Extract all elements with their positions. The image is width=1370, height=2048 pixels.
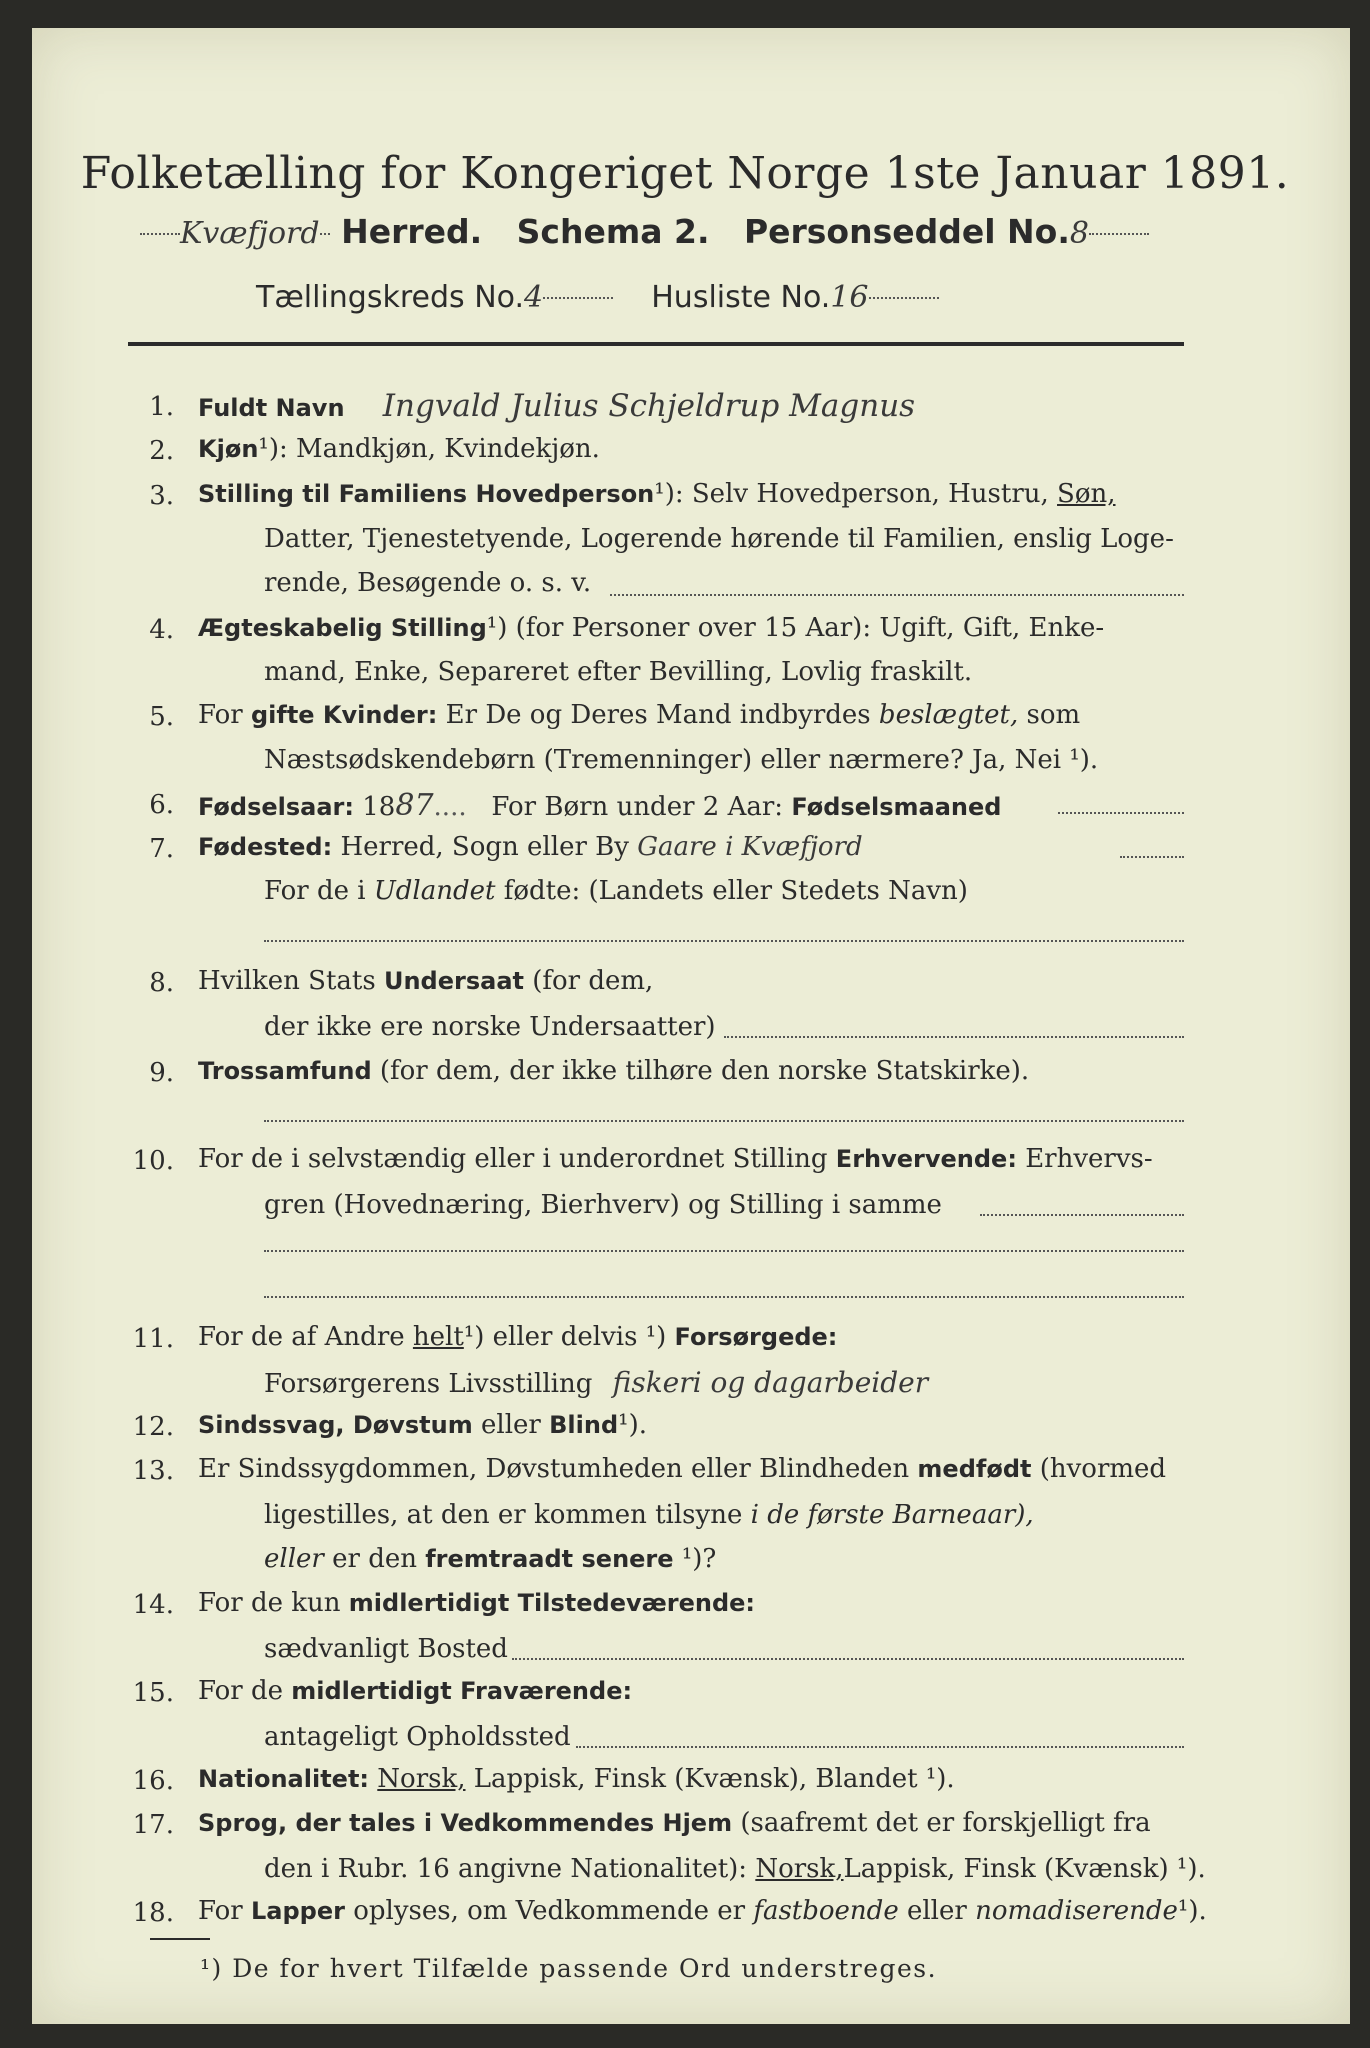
item-number: 13. — [132, 1456, 174, 1486]
personseddel-label: Personseddel No. — [743, 212, 1070, 251]
dotted-line — [980, 1214, 1184, 1216]
item-text-line — [264, 876, 968, 906]
item-text: ¹). — [1177, 1896, 1207, 1926]
form-title: Folketælling for Kongeriget Norge 1ste Januar 1891. — [80, 148, 1290, 199]
item-text: ¹) (for Personer over 15 Aar): Ugift, Gift, Enke- — [486, 613, 1105, 643]
underlined-answer: Norsk, — [377, 1764, 466, 1794]
italic-text: nomadiserende — [975, 1896, 1178, 1926]
item-text-line: mand, Enke, Separeret efter Bevilling, Lovlig fraskilt. — [264, 657, 973, 687]
item-label: Stilling til Familiens Hovedperson — [198, 480, 655, 508]
item-label: Fødested: — [198, 833, 333, 861]
item-sprog — [198, 1808, 1151, 1838]
dotted-line — [320, 233, 330, 235]
item-label: Undersaat — [383, 967, 524, 995]
husliste-label: Husliste No. — [651, 280, 831, 315]
item-text: Lappisk, Finsk (Kvænsk), Blandet ¹). — [473, 1764, 955, 1794]
footnote: ¹) De for hvert Tilfælde passende Ord understreges. — [200, 1954, 938, 1983]
underlined-answer: helt — [412, 1322, 464, 1352]
dotted-line — [140, 233, 180, 235]
item-undersaat — [198, 966, 653, 996]
item-text: Hvilken Stats — [198, 966, 376, 996]
item-label: Nationalitet: — [198, 1765, 370, 1793]
item-text: eller — [481, 1410, 541, 1440]
item-text-line — [264, 1500, 1034, 1530]
item-text: (for dem, der ikke tilhøre den norske Statskirke). — [379, 1056, 1030, 1086]
item-number: 11. — [132, 1324, 174, 1354]
item-text: ¹) eller delvis ¹) — [463, 1322, 667, 1352]
item-text-line: sædvanligt Bosted — [264, 1634, 508, 1664]
item-number: 15. — [132, 1678, 174, 1708]
item-label: Lapper — [250, 1897, 345, 1925]
item-stilling — [198, 479, 1116, 509]
item-number: 7. — [149, 834, 174, 864]
item-label-2: Blind — [549, 1411, 619, 1439]
item-lapper — [198, 1896, 1207, 1926]
item-number: 3. — [149, 481, 174, 511]
item-text: Erhvervs- — [1025, 1144, 1153, 1174]
dotted-line — [869, 297, 939, 299]
item-label: midlertidigt Fraværende: — [291, 1677, 633, 1705]
item-kjon — [198, 434, 600, 464]
dotted-line — [576, 1746, 1184, 1748]
item-label: Sprog, der tales i Vedkommendes Hjem — [198, 1809, 733, 1837]
dotted-line — [610, 594, 1184, 596]
item-label: Erhvervende: — [835, 1145, 1017, 1173]
item-label: Kjøn — [198, 435, 259, 463]
item-text: For — [198, 700, 243, 730]
item-number: 5. — [149, 702, 174, 732]
italic-text: Udlandet — [373, 876, 496, 906]
item-text: (hvormed — [1039, 1454, 1167, 1484]
dotted-line — [1089, 233, 1149, 235]
item-text: Er Sindssygdommen, Døvstumheden eller Blindheden — [198, 1454, 910, 1484]
item-text: For Børn under 2 Aar: — [491, 792, 784, 822]
dotted-line — [1120, 856, 1184, 858]
italic-text: eller — [264, 1544, 324, 1574]
item-number: 12. — [132, 1412, 174, 1442]
item-number: 18. — [132, 1898, 174, 1928]
herred-label: Herred. — [341, 212, 483, 251]
item-text: ¹): Selv Hovedperson, Hustru, — [654, 479, 1049, 509]
item-number: 6. — [149, 790, 174, 820]
item-text: For de i selvstændig eller i underordnet Stilling — [198, 1144, 828, 1174]
item-fodselsaar: Fødselsaar: 1887.... For Børn under 2 Aar: Fødselsmaaned — [198, 788, 1002, 823]
item-text: For de af Andre — [198, 1322, 405, 1352]
item-text: den i Rubr. 16 angivne Nationalitet): — [264, 1854, 748, 1884]
item-fuldt-navn — [198, 388, 915, 424]
item-gifte-kvinder — [198, 700, 1080, 730]
item-tilstedevaerende — [198, 1588, 755, 1618]
item-label: Fødselsaar: — [198, 793, 354, 821]
item-text-line: der ikke ere norske Undersaatter) — [264, 1012, 716, 1042]
item-text-line: Næstsødskendebørn (Tremenninger) eller nærmere? Ja, Nei ¹). — [264, 745, 1099, 775]
dotted-line — [264, 1120, 1184, 1122]
item-text: (saafremt det er forskjelligt fra — [740, 1808, 1151, 1838]
header-kreds-row — [256, 280, 939, 315]
item-aegteskabelig — [198, 613, 1104, 643]
item-label: midlertidigt Tilstedeværende: — [348, 1589, 756, 1617]
item-number: 8. — [149, 968, 174, 998]
item-text: oplyses, om Vedkommende er — [353, 1896, 746, 1926]
item-sindssvag — [198, 1410, 647, 1440]
italic-text: i de første Barneaar), — [750, 1500, 1034, 1530]
item-fodested — [198, 832, 863, 862]
item-number: 17. — [132, 1810, 174, 1840]
item-label: Fuldt Navn — [198, 394, 345, 422]
item-number: 9. — [149, 1058, 174, 1088]
item-number: 10. — [132, 1146, 174, 1176]
item-text-line — [264, 1366, 928, 1399]
item-text: Lappisk, Finsk (Kvænsk) ¹). — [843, 1854, 1206, 1884]
item-label: Ægteskabelig Stilling — [198, 614, 487, 642]
dotted-line — [543, 297, 613, 299]
item-number: 1. — [149, 392, 174, 422]
item-text: Herred, Sogn eller By — [340, 832, 629, 862]
item-text: som — [1026, 700, 1081, 730]
item-text: rende, Besøgende o. s. v. — [264, 568, 592, 598]
header-divider — [128, 342, 1184, 346]
dotted-line — [264, 1250, 1184, 1252]
dotted-line — [1058, 812, 1184, 814]
item-text: For de — [198, 1676, 283, 1706]
item-text: fødte: (Landets eller Stedets Navn) — [503, 876, 968, 906]
item-trossamfund — [198, 1056, 1029, 1086]
handwritten-occupation: fiskeri og dagarbeider — [612, 1366, 929, 1399]
item-erhvervende — [198, 1144, 1153, 1174]
kreds-label: Tællingskreds No. — [256, 280, 524, 315]
dotted-line — [724, 1036, 1184, 1038]
item-text: ¹). — [618, 1410, 647, 1440]
item-text-line — [264, 1854, 1206, 1884]
herred-handwritten-value: Kvæfjord — [180, 216, 320, 251]
item-label: medfødt — [917, 1455, 1032, 1483]
item-nationalitet — [198, 1764, 955, 1794]
item-text: ¹)? — [681, 1544, 717, 1574]
footnote-rule — [150, 1938, 210, 1940]
item-text-line — [264, 568, 591, 598]
schema-label: Schema 2. — [516, 212, 710, 251]
item-label: Trossamfund — [198, 1057, 372, 1085]
husliste-number: 16 — [830, 280, 869, 315]
item-label: Forsørgede: — [674, 1323, 838, 1351]
item-text: Er De og Deres Mand indbyrdes — [445, 700, 871, 730]
handwritten-year: 87 — [395, 788, 434, 823]
item-text-line: Datter, Tjenestetyende, Logerende hørende til Familien, enslig Loge- — [264, 524, 1174, 554]
item-text: eller — [906, 1896, 967, 1926]
item-label: Sindssvag, Døvstum — [198, 1411, 473, 1439]
header-herred-row — [140, 212, 1149, 251]
item-text: For — [198, 1896, 243, 1926]
personseddel-number: 8 — [1069, 216, 1089, 251]
italic-text: fastboende — [753, 1896, 899, 1926]
item-text: For de kun — [198, 1588, 341, 1618]
underlined-answer: Norsk, — [755, 1854, 844, 1884]
item-text-line: antageligt Opholdssted — [264, 1722, 571, 1752]
item-label: fremtraadt senere — [425, 1545, 674, 1573]
item-number: 4. — [149, 615, 174, 645]
item-number: 2. — [149, 436, 174, 466]
item-label: gifte Kvinder: — [250, 701, 438, 729]
item-fravaerende — [198, 1676, 632, 1706]
item-text: For de i — [264, 876, 366, 906]
item-text-line — [264, 1544, 716, 1574]
item-number: 14. — [132, 1590, 174, 1620]
item-text: (for dem, — [532, 966, 654, 996]
item-forsorgede — [198, 1322, 837, 1352]
dotted-line — [264, 1296, 1184, 1298]
dotted-line — [264, 940, 1184, 942]
kreds-number: 4 — [524, 280, 544, 315]
item-text: ligestilles, at den er kommen tilsyne — [264, 1500, 743, 1530]
item-text: Forsørgerens Livsstilling — [264, 1369, 593, 1399]
italic-text: beslægtet, — [878, 700, 1019, 730]
item-number: 16. — [132, 1766, 174, 1796]
item-medfodt — [198, 1454, 1166, 1484]
year-prefix: 18 — [362, 792, 396, 822]
item-label-2: Fødselsmaaned — [791, 793, 1002, 821]
item-text: er den — [332, 1544, 417, 1574]
handwritten-birthplace: Gaare i Kvæfjord — [637, 832, 863, 862]
item-text: ¹): Mandkjøn, Kvindekjøn. — [258, 434, 600, 464]
handwritten-name: Ingvald Julius Schjeldrup Magnus — [382, 388, 916, 424]
item-text-line: gren (Hovednæring, Bierhverv) og Stilling i samme — [264, 1190, 942, 1220]
dotted-line — [512, 1658, 1184, 1660]
underlined-answer: Søn, — [1057, 479, 1116, 509]
